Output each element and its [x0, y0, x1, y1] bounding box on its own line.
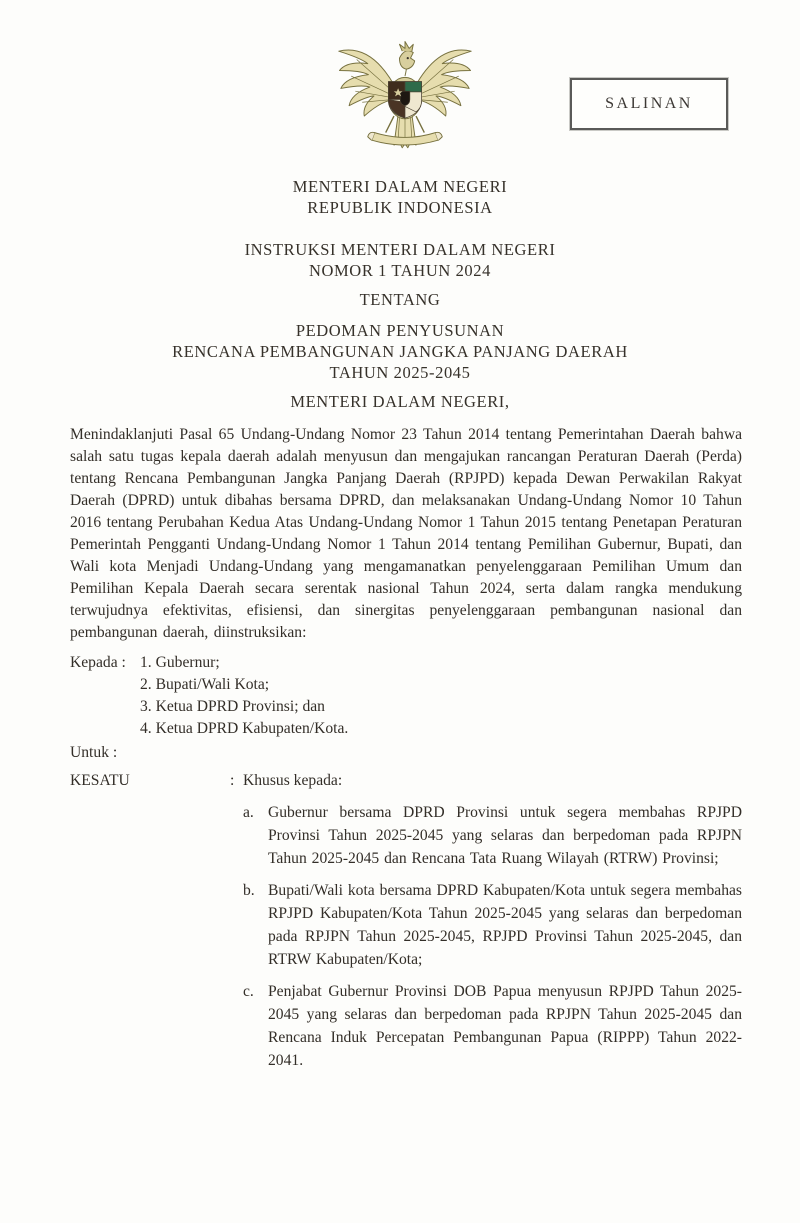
dictum-item-list [243, 801, 742, 1072]
dictum-item-b [243, 879, 742, 971]
kepada-block [70, 652, 742, 740]
salinan-stamp-label: SALINAN [605, 95, 693, 112]
letterhead [0, 176, 800, 218]
dictum-item-c-marker: c. [243, 983, 254, 1000]
dictum-item-a-text: Gubernur bersama DPRD Provinsi untuk segera membahas RPJPD Provinsi Tahun 2025-2045 yang selaras dan berpedoman pada RPJPN Tahun 2025-2045 dan Rencana Tata Ruang Wilayah (RTRW) Provinsi; [268, 804, 742, 867]
document-headings [0, 176, 800, 412]
issuer-line: MENTERI DALAM NEGERI, [290, 392, 510, 411]
dictum-kesatu-label: KESATU [70, 772, 130, 789]
preamble-paragraph: Menindaklanjuti Pasal 65 Undang-Undang Nomor 23 Tahun 2014 tentang Pemerintahan Daerah bahwa salah satu tugas kepala daerah adalah menyusun dan mengajukan rancangan Peraturan Daerah (Perda) tentang Rencana Pembangunan Jangka Panjang Daerah (RPJPD) kepada Dewan Perwakilan Rakyat Daerah (DPRD) untuk dibahas bersama DPRD, dan melaksanakan Undang-Undang Nomor 10 Tahun 2016 tentang Perubahan Kedua Atas Undang-Undang Nomor 1 Tahun 2015 tentang Penetapan Peraturan Pemerintah Pengganti Undang-Undang Nomor 1 Tahun 2014 tentang Pemilihan Gubernur, Bupati, dan Wali kota Menjadi Undang-Undang yang mengamanatkan penyelenggaraan Pemilihan Umum dan Pemilihan Kepala Daerah secara serentak nasional Tahun 2024, serta dalam rangka mendukung terwujudnya efektivitas, efisiensi, dan sinergitas penyelenggaraan pembangunan nasional dan pembangunan daerah, diinstruksikan: [70, 426, 742, 641]
dictum-item-c [243, 980, 742, 1072]
letterhead-line-2: REPUBLIK INDONESIA [307, 198, 493, 217]
dictum-kesatu [70, 770, 742, 1072]
kepada-item-4: 4. Ketua DPRD Kabupaten/Kota. [140, 720, 349, 737]
kepada-item-2: 2. Bupati/Wali Kota; [140, 676, 270, 693]
letterhead-line-1: MENTERI DALAM NEGERI [292, 177, 508, 196]
subject-title [0, 320, 800, 383]
dictum-item-b-text: Bupati/Wali kota bersama DPRD Kabupaten/Kota untuk segera membahas RPJPD Kabupaten/Kota Tahun 2025-2045 yang selaras dan berpedoman pada RPJPN Tahun 2025-2045, RPJPD Provinsi Tahun 2025-2045, dan RTRW Kabupaten/Kota; [268, 882, 742, 968]
document-body [70, 424, 742, 1072]
kepada-item-3: 3. Ketua DPRD Provinsi; dan [140, 698, 325, 715]
salinan-stamp [570, 78, 728, 130]
dictum-item-b-marker: b. [243, 882, 255, 899]
dictum-intro-text: Khusus kepada: [243, 772, 343, 789]
instruction-title [0, 239, 800, 281]
dictum-colon: : [230, 772, 235, 789]
kepada-list [140, 652, 348, 740]
tentang-label: TENTANG [359, 290, 441, 309]
kepada-label: Kepada : [70, 654, 126, 671]
dictum-kesatu-body [230, 770, 742, 1072]
dictum-item-a [243, 801, 742, 870]
dictum-item-a-marker: a. [243, 804, 254, 821]
untuk-label: Untuk : [70, 744, 118, 761]
subject-line-1: PEDOMAN PENYUSUNAN [295, 321, 505, 340]
subject-line-2: RENCANA PEMBANGUNAN JANGKA PANJANG DAERAH [172, 342, 628, 361]
subject-line-3: TAHUN 2025-2045 [329, 363, 471, 382]
dictum-item-c-text: Penjabat Gubernur Provinsi DOB Papua menyusun RPJPD Tahun 2025-2045 yang selaras dan berpedoman pada RPJPN Tahun 2025-2045 dan Rencana Induk Percepatan Pembangunan Papua (RIPPP) Tahun 2022-2041. [268, 983, 742, 1069]
dictum-kesatu-intro [230, 770, 742, 792]
instruction-title-line-1: INSTRUKSI MENTERI DALAM NEGERI [244, 240, 556, 259]
instruction-title-line-2: NOMOR 1 TAHUN 2024 [309, 261, 491, 280]
kepada-item-1: 1. Gubernur; [140, 654, 220, 671]
garuda-pancasila-emblem-icon [336, 26, 474, 164]
